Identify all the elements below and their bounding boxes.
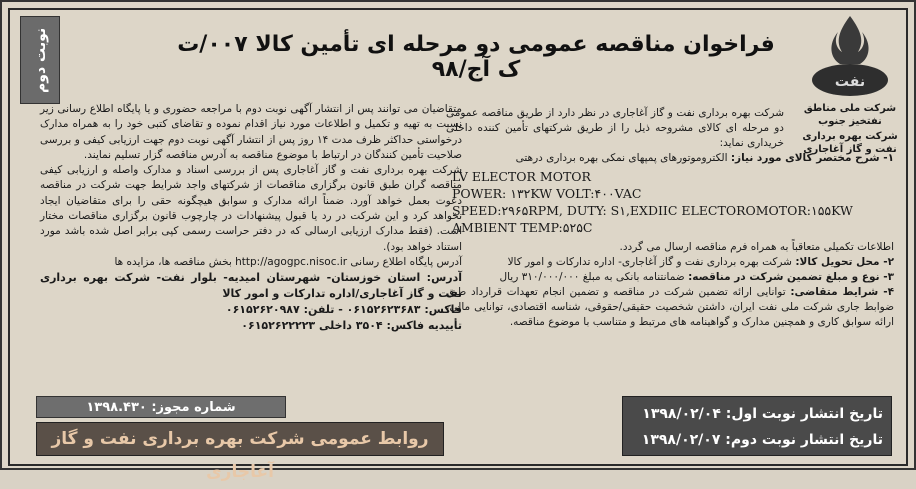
item-1-label: ۱- شرح مختصر کالای مورد نیاز: [730,152,894,164]
extra-info: اطلاعات تکمیلی متعاقباً به همراه فرم مناقصه ارسال می گردد. [619,241,894,253]
side-tab-badge: نوبت دوم [20,16,60,104]
item-2-label: ۲- محل تحویل کالا: [795,256,894,268]
spec-line: POWER: ۱۳۲KW VOLT:۴۰۰VAC [452,186,642,201]
first-publication-date: تاریخ انتشار نوبت اول: ۱۳۹۸/۰۲/۰۴ [642,406,883,422]
item-2 [446,255,894,270]
item-3-label: ۳- نوع و مبلغ تضمین شرکت در مناقصه: [688,271,894,283]
website-line: آدرس پایگاه اطلاع رسانی http://agogpc.nisoc.ir بخش مناقصه ها، مزایده ها [114,255,462,268]
item-1-text: الکتروموتورهای پمپهای نمکی بهره برداری درهتی [515,152,728,164]
fax-confirm-line: تأییدیه فاکس: ۳۵۰۴ داخلی ۰۶۱۵۲۶۲۲۲۲۳ [241,319,462,333]
ad-title: فراخوان مناقصه عمومی دو مرحله ای تأمین کالا ۰۰۷/ت ک آج/۹۸ [177,32,775,82]
item-3-text: ضمانتنامه بانکی به مبلغ ۳۱۰/۰۰۰/۰۰۰ ریال [499,271,685,283]
nisoc-flame-logo-icon [808,12,892,100]
ad-frame [8,8,908,482]
svg-text:ﻧﻔﺖ: ﻧﻔﺖ [834,74,866,90]
spec-line: SPEED:۲۹۶۵RPM, DUTY: S۱,EXDIIC ELECTOROMOTOR:۱۵۵KW [452,203,853,218]
public-relations-banner: روابط عمومی شرکت بهره برداری نفت و گاز آغاجاری [36,422,444,456]
company-name-2: شرکت بهره برداری نفت و گاز آغاجاری [802,131,898,155]
fax-phone-line: فاکس: ۰۶۱۵۲۶۲۳۶۸۳ - تلفن: ۰۶۱۵۲۶۲۰۹۸۷ [225,303,462,317]
intro-paragraph: شرکت بهره برداری نفت و گاز آغاجاری در نظر دارد از طریق مناقصه عمومی دو مرحله ای کالای مشروحه ذیل را از طریق شرکتهای تأمین کننده داخلی خریداری نماید: [446,107,784,149]
item-2-text: شرکت بهره برداری نفت و گاز آغاجاری- اداره تدارکات و امور کالا [507,256,792,268]
address-line: آدرس: استان خوزستان- شهرستان امیدیه- بلوار نفت- شرکت بهره برداری نفت و گاز آغاجاری/اداره تدارکات و امور کالا [40,271,462,301]
company-name-1: شرکت ملی مناطق نفتخیز جنوب [803,103,897,127]
item-4-label: ۴- شرایط متقاضی: [790,286,894,298]
left-paragraph-1: متقاضیان می توانند پس از انتشار آگهی نوبت دوم با مراجعه حضوری و یا پایگاه اطلاع رسانی زیر نسبت به تهیه و تکمیل و اطلاعات مورد نیاز اقدام نموده و تقاضای کتبی خود را به همراه مدارک درخواستی حداکثر ظرف مدت ۱۴ روز پس از انتشار آگهی نوبت دوم جهت ارزیابی کیفی و بررسی صلاحیت تأمین کنندگان در ارتباط با موضوع مناقصه به آدرس مناقصه گزار تسلیم نمایند. [40,103,462,161]
spec-block [446,168,894,236]
publication-dates [622,396,892,456]
item-4-text: توانایی ارائه تضمین شرکت در مناقصه و تضمین انجام تعهدات قرارداد طبق ضوابط جاری شرکت ملی نفت ایران، داشتن شخصیت حقیقی/حقوقی، شناسه اقتصادی، توانایی مالی، ارائه سوابق کاری و همچنین مدارک و گواهینامه های مرتبط و متناسب با موضوع مناقصه. [446,286,894,328]
item-4 [446,285,894,330]
license-number: شماره مجوز: ۱۳۹۸.۴۳۰ [36,396,286,418]
right-column [446,106,894,330]
item-1 [446,151,894,166]
spec-line: LV ELECTOR MOTOR [452,169,591,184]
spec-line: AMBIENT TEMP:۵۲۵C [452,220,593,235]
second-publication-date: تاریخ انتشار نوبت دوم: ۱۳۹۸/۰۲/۰۷ [641,432,883,448]
left-paragraph-2: شرکت بهره برداری نفت و گاز آغاجاری پس از بررسی اسناد و مدارک واصله و ارزیابی کیفی مناقصه گران طبق قانون برگزاری مناقصات از شرکتهای واجد شرایط جهت شرکت در مناقصه دعوت بعمل خواهد آورد. ضمناً ارائه مدارک و سوابق هیچگونه حقی را برای متقاضیان ایجاد نخواهد کرد و این شرکت در رد یا قبول پیشنهادات در چارچوب قانون برگزاری مناقصات مختار است. (فقط مدارک ارزیابی ارسالی که در دفتر حراست رسمی کپی برابر اصل شده باشد مورد استناد خواهد بود). [40,164,462,253]
item-3 [446,270,894,285]
left-column [40,102,462,334]
